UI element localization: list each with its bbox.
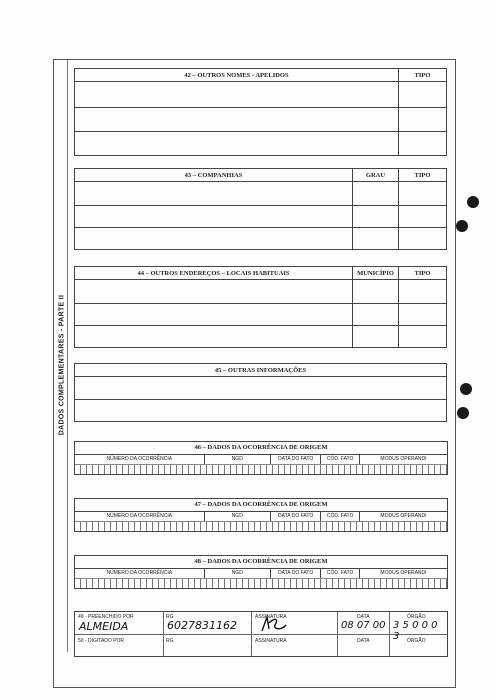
rg-label-2: RG — [166, 638, 174, 644]
section-43-col-tipo: TIPO — [399, 169, 447, 182]
punch-hole — [456, 220, 468, 232]
sidebar-label: DADOS COMPLEMENTARES - PARTE II — [58, 294, 66, 436]
table-cell[interactable] — [399, 326, 447, 348]
section-48 — [74, 555, 448, 589]
table-cell[interactable] — [399, 206, 447, 228]
section-46 — [74, 441, 448, 475]
preenchido-label: 49 - PREENCHIDO POR — [78, 614, 134, 620]
data-label: DATA — [357, 614, 370, 620]
table-cell[interactable] — [399, 132, 447, 156]
table-cell[interactable] — [75, 206, 353, 228]
punch-hole — [457, 407, 469, 419]
orgao-value: 3 5 0 0 0 3 — [393, 620, 438, 642]
section-44-title: 44 – OUTROS ENDEREÇOS – LOCAIS HABITUAIS — [75, 267, 353, 280]
col-cod-fato: CÓD. FATO — [321, 455, 360, 464]
table-cell[interactable] — [75, 400, 447, 422]
section-43-col-grau: GRAU — [353, 169, 399, 182]
section-46-title: 46 – DADOS DA OCORRÊNCIA DE ORIGEM — [75, 442, 447, 455]
section-44-col-municipio: MUNICÍPIO — [353, 267, 399, 280]
section-47 — [74, 498, 448, 532]
rg-value: 6027831162 — [167, 619, 237, 632]
section-43-table — [74, 168, 447, 250]
section-42-title: 42 – OUTROS NOMES - APELIDOS — [75, 69, 399, 82]
assinatura-label: ASSINATURA — [255, 614, 287, 620]
punch-hole — [467, 196, 479, 208]
table-cell[interactable] — [75, 280, 353, 304]
section-43-title: 43 – COMPANHIAS — [75, 169, 353, 182]
col-data-fato: DATA DO FATO — [271, 512, 321, 521]
col-numero-ocorrencia: NÚMERO DA OCORRÊNCIA — [75, 569, 205, 578]
entry-boxes[interactable] — [75, 521, 447, 531]
preenchido-value: ALMEIDA — [79, 620, 129, 633]
col-data-fato: DATA DO FATO — [271, 569, 321, 578]
data-value: 08 07 00 — [341, 620, 386, 631]
entry-boxes[interactable] — [75, 578, 447, 588]
table-cell[interactable] — [399, 228, 447, 250]
col-data-fato: DATA DO FATO — [271, 455, 321, 464]
section-47-title: 47 – DADOS DA OCORRÊNCIA DE ORIGEM — [75, 499, 447, 512]
col-modus-operandi: MODUS OPERANDI — [380, 513, 427, 519]
col-ngd: NGD — [205, 512, 271, 521]
table-cell[interactable] — [75, 132, 399, 156]
signature-icon — [259, 615, 289, 633]
section-45-title: 45 – OUTRAS INFORMAÇÕES — [75, 364, 447, 377]
col-numero-ocorrencia: NÚMERO DA OCORRÊNCIA — [75, 512, 205, 521]
section-44-table — [74, 266, 447, 348]
section-42-table — [74, 68, 447, 156]
table-cell[interactable] — [399, 82, 447, 108]
section-44-col-tipo: TIPO — [399, 267, 447, 280]
table-cell[interactable] — [75, 377, 447, 400]
table-cell[interactable] — [399, 108, 447, 132]
col-cod-fato: CÓD. FATO — [321, 569, 360, 578]
table-cell[interactable] — [75, 82, 399, 108]
table-cell[interactable] — [75, 228, 353, 250]
section-48-title: 48 – DADOS DA OCORRÊNCIA DE ORIGEM — [75, 556, 447, 569]
signature-footer — [74, 611, 448, 657]
orgao-label-2: ÓRGÃO — [407, 638, 426, 644]
table-cell[interactable] — [353, 206, 399, 228]
table-cell[interactable] — [353, 326, 399, 348]
col-modus-operandi: MODUS OPERANDI — [380, 456, 427, 462]
table-cell[interactable] — [399, 280, 447, 304]
table-cell[interactable] — [75, 326, 353, 348]
col-numero-ocorrencia: NÚMERO DA OCORRÊNCIA — [75, 455, 205, 464]
orgao-label: ÓRGÃO — [407, 614, 426, 620]
data-label-2: DATA — [357, 638, 370, 644]
table-cell[interactable] — [75, 182, 353, 206]
section-42-col-tipo: TIPO — [399, 69, 447, 82]
section-45-table — [74, 363, 447, 422]
assinatura-label-2: ASSINATURA — [255, 638, 287, 644]
entry-boxes[interactable] — [75, 464, 447, 474]
col-ngd: NGD — [205, 455, 271, 464]
col-modus-operandi: MODUS OPERANDI — [380, 570, 427, 576]
table-cell[interactable] — [353, 182, 399, 206]
punch-hole — [460, 383, 472, 395]
table-cell[interactable] — [75, 304, 353, 326]
rg-label: RG — [166, 614, 174, 620]
col-cod-fato: CÓD. FATO — [321, 512, 360, 521]
digitado-label: 50 - DIGITADO POR — [78, 638, 125, 644]
table-cell[interactable] — [75, 108, 399, 132]
table-cell[interactable] — [353, 280, 399, 304]
table-cell[interactable] — [399, 182, 447, 206]
table-cell[interactable] — [399, 304, 447, 326]
table-cell[interactable] — [353, 228, 399, 250]
table-cell[interactable] — [353, 304, 399, 326]
col-ngd: NGD — [205, 569, 271, 578]
